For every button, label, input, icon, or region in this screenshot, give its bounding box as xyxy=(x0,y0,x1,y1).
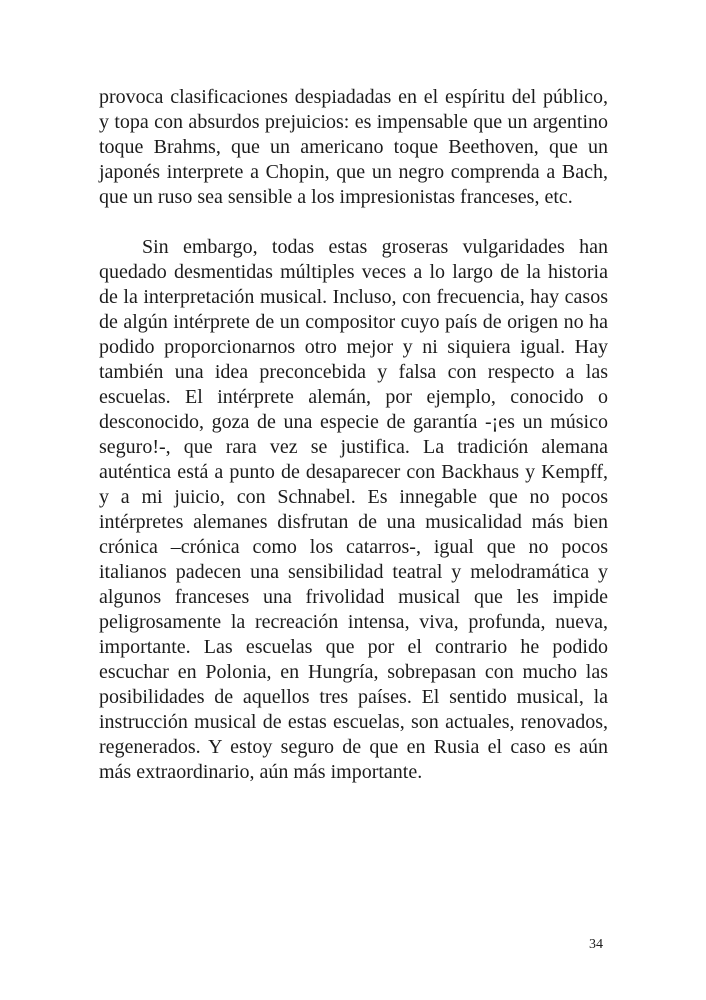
page-text-block xyxy=(99,85,608,785)
paragraph-1: provoca clasificaciones despiadadas en el espíritu del público, y topa con absurdos prejuicios: es impensable que un argentino toque Brahms, que un americano toque Beethoven, que un japonés interprete a Chopin, que un negro comprenda a Bach, que un ruso sea sensible a los impresionistas franceses, etc. xyxy=(99,86,608,208)
page-number: 34 xyxy=(589,937,603,952)
paragraph-2: Sin embargo, todas estas groseras vulgaridades han quedado desmentidas múltiples veces a lo largo de la historia de la interpretación musical. Incluso, con frecuencia, hay casos de algún intérprete de un compositor cuyo país de origen no ha podido proporcionarnos otro mejor y ni siquiera igual. Hay también una idea preconcebida y falsa con respecto a las escuelas. El intérprete alemán, por ejemplo, conocido o desconocido, goza de una especie de garantía -¡es un músico seguro!-, que rara vez se justifica. La tradición alemana auténtica está a punto de desaparecer con Backhaus y Kempff, y a mi juicio, con Schnabel. Es innegable que no pocos intérpretes alemanes disfrutan de una musicalidad más bien crónica –crónica como los catarros-, igual que no pocos italianos padecen una sensibilidad teatral y melodramática y algunos franceses una frivolidad musical que les impide peligrosamente la recreación intensa, viva, profunda, nueva, importante. Las escuelas que por el contrario he podido escuchar en Polonia, en Hungría, sobrepasan con mucho las posibilidades de aquellos tres países. El sentido musical, la instrucción musical de estas escuelas, son actuales, renovados, regenerados. Y estoy seguro de que en Rusia el caso es aún más extraordinario, aún más importante. xyxy=(99,236,608,783)
